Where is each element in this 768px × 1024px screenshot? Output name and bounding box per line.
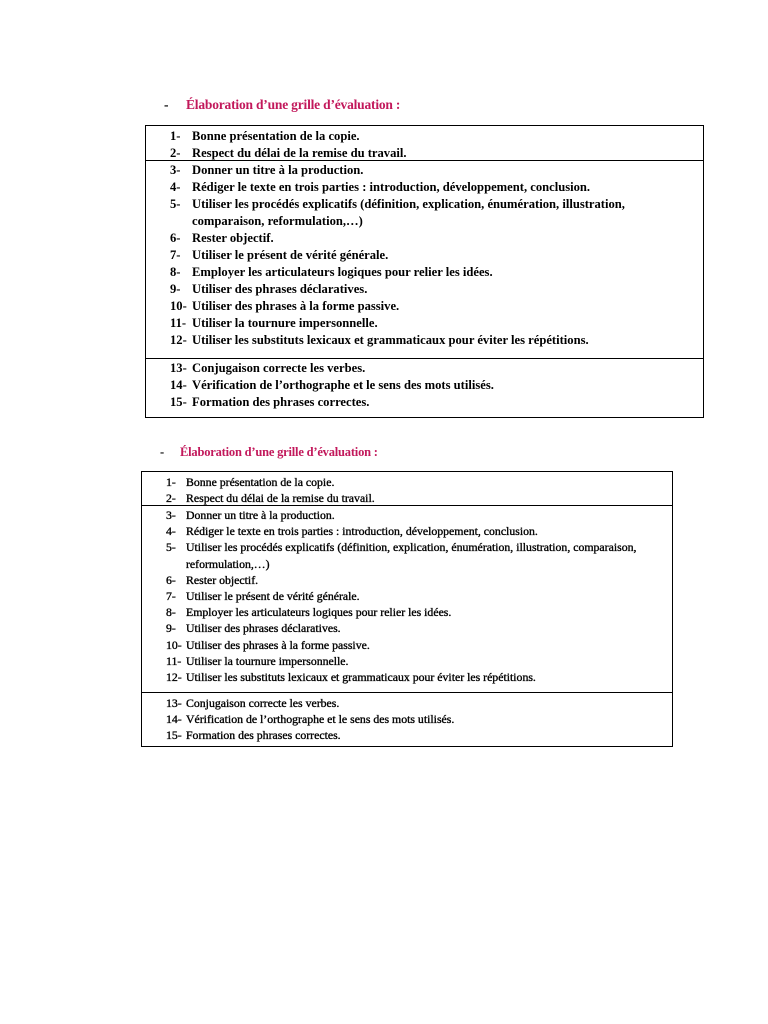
- criterion-number: 2-: [170, 146, 181, 160]
- criterion-item: [142, 620, 672, 636]
- criterion-item: [142, 637, 672, 653]
- criterion-number: 10-: [166, 637, 182, 652]
- criterion-text: Respect du délai de la remise du travail.: [186, 491, 375, 506]
- criterion-item: [146, 230, 703, 247]
- criterion-number: 7-: [170, 248, 181, 262]
- criterion-number: 12-: [170, 333, 187, 347]
- criterion-item: [146, 360, 703, 377]
- criterion-item: [142, 474, 672, 490]
- criterion-text: Formation des phrases correctes.: [192, 395, 370, 409]
- bullet-dash: -: [164, 97, 169, 112]
- grid-section-content: [142, 506, 672, 693]
- criterion-text: Rédiger le texte en trois parties : introduction, développement, conclusion.: [186, 524, 538, 539]
- criterion-text: Bonne présentation de la copie.: [192, 129, 360, 143]
- criterion-number: 1-: [170, 129, 181, 143]
- criterion-item: [146, 264, 703, 281]
- criterion-item: [146, 394, 703, 411]
- criterion-text: Utiliser la tournure impersonnelle.: [186, 653, 349, 668]
- criterion-text: Utiliser des phrases à la forme passive.: [186, 637, 370, 652]
- criterion-item: [146, 145, 703, 162]
- criterion-item: [146, 281, 703, 298]
- section-heading: [160, 445, 378, 460]
- criterion-number: 2-: [166, 491, 176, 506]
- criterion-number: 6-: [170, 231, 181, 245]
- criterion-item: [146, 162, 703, 179]
- criterion-item: [142, 507, 672, 523]
- criterion-text: Donner un titre à la production.: [192, 163, 364, 177]
- criterion-text: Rester objectif.: [192, 231, 274, 245]
- criterion-text: Utiliser le présent de vérité générale.: [186, 589, 360, 604]
- criterion-number: 11-: [166, 653, 182, 668]
- evaluation-grid: [145, 125, 704, 418]
- criterion-item: [142, 695, 672, 711]
- criterion-item: [142, 588, 672, 604]
- criterion-item: [142, 711, 672, 727]
- criterion-text: Utiliser les procédés explicatifs (définition, explication, énumération, illustration, comparaison, reformulation,…): [186, 540, 637, 571]
- criterion-number: 9-: [166, 621, 176, 636]
- criterion-text: Rédiger le texte en trois parties : introduction, développement, conclusion.: [192, 180, 591, 194]
- criterion-text: Utiliser les procédés explicatifs (définition, explication, énumération, illustration, comparaison, reformulation,…): [192, 197, 625, 228]
- criterion-item: [142, 727, 672, 743]
- criterion-number: 15-: [170, 395, 187, 409]
- criterion-text: Utiliser des phrases à la forme passive.: [192, 299, 400, 313]
- criterion-number: 3-: [170, 163, 181, 177]
- criterion-text: Employer les articulateurs logiques pour relier les idées.: [192, 265, 493, 279]
- criterion-number: 10-: [170, 299, 187, 313]
- criterion-item: [146, 332, 703, 349]
- heading-title: Élaboration d’une grille d’évaluation :: [186, 97, 401, 112]
- criterion-item: [146, 298, 703, 315]
- criterion-text: Bonne présentation de la copie.: [186, 475, 335, 489]
- criterion-item: [142, 604, 672, 620]
- grid-section-presentation: [142, 472, 672, 506]
- criterion-item: [146, 247, 703, 264]
- criterion-item: [142, 539, 672, 571]
- heading-title: Élaboration d’une grille d’évaluation :: [180, 445, 378, 459]
- criterion-text: Rester objectif.: [186, 572, 259, 587]
- criterion-item: [146, 179, 703, 196]
- grid-section-presentation: [146, 126, 703, 161]
- criterion-item: [146, 315, 703, 332]
- evaluation-grid: [141, 471, 673, 747]
- criterion-text: Utiliser la tournure impersonnelle.: [192, 316, 378, 330]
- criterion-text: Employer les articulateurs logiques pour relier les idées.: [186, 605, 452, 620]
- criterion-number: 7-: [166, 589, 176, 604]
- criterion-text: Donner un titre à la production.: [186, 508, 335, 522]
- criterion-text: Formation des phrases correctes.: [186, 728, 341, 743]
- criterion-number: 13-: [170, 361, 187, 375]
- criterion-number: 12-: [166, 670, 182, 685]
- criterion-number: 8-: [170, 265, 181, 279]
- section-heading: [164, 97, 400, 113]
- criterion-text: Utiliser le présent de vérité générale.: [192, 248, 389, 262]
- criterion-number: 11-: [170, 316, 187, 330]
- criterion-number: 4-: [170, 180, 181, 194]
- grid-section-content: [146, 161, 703, 359]
- criterion-number: 3-: [166, 508, 176, 522]
- grid-section-language: [146, 359, 703, 411]
- criterion-item: [146, 196, 703, 230]
- criterion-number: 5-: [170, 197, 181, 211]
- criterion-number: 1-: [166, 475, 176, 489]
- criterion-number: 13-: [166, 696, 182, 710]
- criterion-item: [142, 653, 672, 669]
- bullet-dash: -: [160, 445, 164, 459]
- criterion-item: [142, 669, 672, 685]
- criterion-text: Utiliser les substituts lexicaux et grammaticaux pour éviter les répétitions.: [186, 670, 536, 685]
- criterion-number: 14-: [170, 378, 187, 392]
- criterion-number: 15-: [166, 728, 182, 743]
- criterion-item: [142, 523, 672, 539]
- criterion-text: Utiliser les substituts lexicaux et grammaticaux pour éviter les répétitions.: [192, 333, 589, 347]
- criterion-item: [142, 490, 672, 506]
- criterion-text: Vérification de l’orthographe et le sens des mots utilisés.: [186, 712, 455, 727]
- criterion-number: 6-: [166, 572, 176, 587]
- criterion-text: Respect du délai de la remise du travail.: [192, 146, 407, 160]
- criterion-number: 4-: [166, 524, 176, 539]
- criterion-text: Utiliser des phrases déclaratives.: [192, 282, 368, 296]
- criterion-text: Vérification de l’orthographe et le sens des mots utilisés.: [192, 378, 494, 392]
- criterion-item: [142, 572, 672, 588]
- criterion-text: Utiliser des phrases déclaratives.: [186, 621, 341, 636]
- criterion-text: Conjugaison correcte les verbes.: [186, 696, 340, 710]
- criterion-item: [146, 377, 703, 394]
- criterion-item: [146, 128, 703, 145]
- grid-section-language: [142, 693, 672, 744]
- criterion-text: Conjugaison correcte les verbes.: [192, 361, 366, 375]
- criterion-number: 5-: [166, 540, 176, 555]
- criterion-number: 14-: [166, 712, 182, 727]
- criterion-number: 9-: [170, 282, 181, 296]
- criterion-number: 8-: [166, 605, 176, 620]
